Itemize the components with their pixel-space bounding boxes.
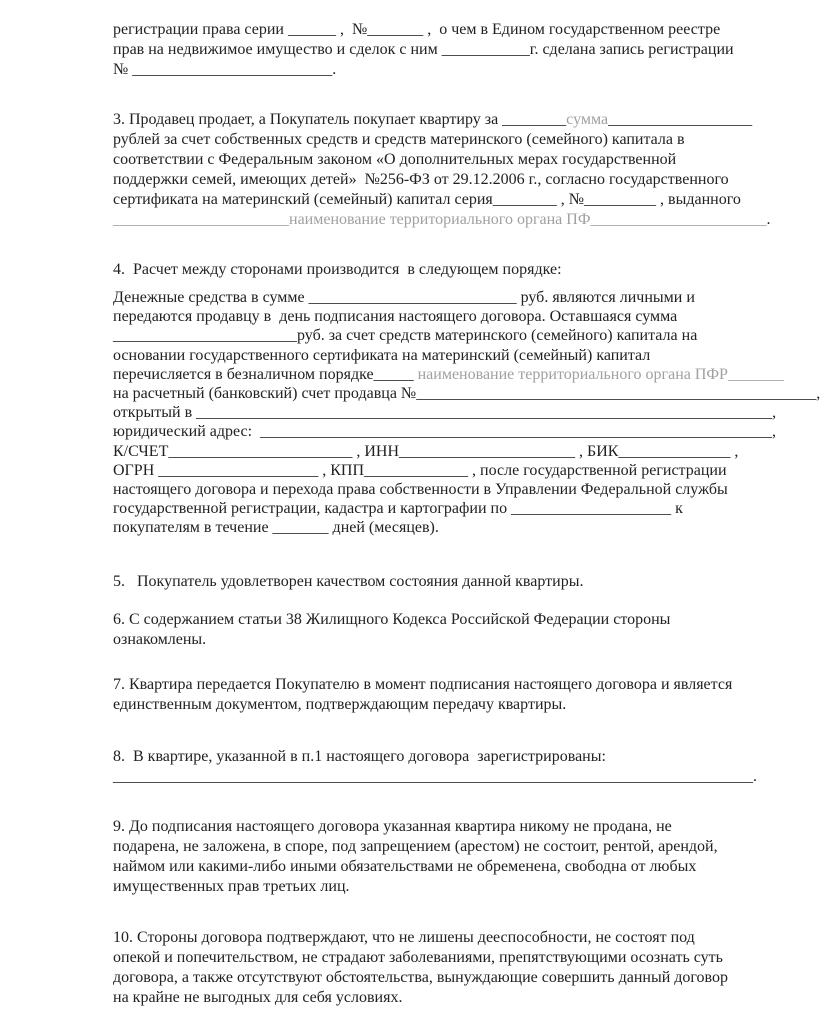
text-line: ознакомлены. xyxy=(113,631,207,649)
text-line: ОГРН ____________________ , КПП_____________ , после государственной регистрации xyxy=(113,461,727,479)
clause-text: перечисляется в безналичном порядке_____ xyxy=(113,365,418,383)
clause-4-heading xyxy=(113,260,773,280)
text-line: соответствии с Федеральным законом «О дополнительных мерах государственной xyxy=(113,151,677,168)
field-hint-sum: сумма xyxy=(566,111,609,128)
text-line xyxy=(113,210,773,230)
clause-3-purchase-price xyxy=(113,110,773,230)
clause-7-transfer xyxy=(113,675,773,715)
text-line: наймом или какими-либо иными обязательствами не обременена, свободна от любых xyxy=(113,858,697,876)
text-line xyxy=(113,365,784,384)
text-line: _______________________руб. за счет средств материнского (семейного) капитала на xyxy=(113,327,698,345)
text-line: 7. Квартира передается Покупателю в момент подписания настоящего договора и является xyxy=(113,676,733,694)
clause-1-registration-continuation xyxy=(113,20,773,80)
text-line: регистрации права серии ______ , №_______ , о чем в Едином государственном реестре xyxy=(113,21,721,38)
text-line: 10. Стороны договора подтверждают, что не лишены дееспособности, не состоят под xyxy=(113,929,695,947)
text-line: передаются продавцу в день подписания настоящего договора. Оставшаяся сумма xyxy=(113,308,678,326)
text-line: имущественных прав третьих лиц. xyxy=(113,878,350,896)
text-line: прав на недвижимое имущество и сделок с ним ___________г. сделана запись регистрации xyxy=(113,41,734,58)
text-line: настоящего договора и перехода права собственности в Управлении Федеральной службы xyxy=(113,480,728,498)
clause-8-registered-persons xyxy=(113,747,773,787)
field-hint-pf-authority: ______________________наименование территориального органа ПФ______________________ xyxy=(113,211,767,228)
text-line: договора, а также отсутствуют обстоятельства, вынуждающие совершить данный договор xyxy=(113,969,728,987)
text-line: опекой и попечительством, не страдают заболеваниями, препятствующими осознать суть xyxy=(113,949,723,967)
text-line: Денежные средства в сумме __________________________ руб. являются личными и xyxy=(113,289,695,306)
text-line: № _________________________. xyxy=(113,61,337,78)
text-line: поддержки семей, имеющих детей» №256-ФЗ от 29.12.2006 г., согласно государственного xyxy=(113,171,729,188)
blank-line: ________________________________________________________________________________. xyxy=(113,768,757,786)
text-line: 5. Покупатель удовлетворен качеством состояния данной квартиры. xyxy=(113,573,584,591)
document-content xyxy=(113,20,821,1008)
text-line: сертификата на материнский (семейный) капитал серия________ , №_________ , выданного xyxy=(113,191,741,208)
text-line xyxy=(113,110,773,130)
text-line: рублей за счет собственных средств и средств материнского (семейного) капитала в xyxy=(113,131,685,148)
text-line: К/СЧЕТ_______________________ , ИНН______________________ , БИК______________ , xyxy=(113,442,739,460)
clause-5-quality-satisfaction xyxy=(113,572,773,592)
text-line: покупателям в течение _______ дней (месяцев). xyxy=(113,519,439,537)
text-line: 8. В квартире, указанной в п.1 настоящего договора зарегистрированы: xyxy=(113,748,606,766)
text-line: основании государственного сертификата на материнский (семейный) капитал xyxy=(113,346,651,364)
clause-6-housing-code xyxy=(113,610,773,650)
text-line: открытый в ________________________________________________________________________, xyxy=(113,404,777,422)
text-line: государственной регистрации, кадастра и картографии по ____________________ к xyxy=(113,500,683,518)
text-line: юридический адрес: ________________________________________________________________, xyxy=(113,423,777,441)
clause-text: . xyxy=(766,211,771,228)
clause-4-payment-terms xyxy=(113,288,821,537)
text-line: подарена, не заложена, в споре, под запрещением (арестом) не состоит, рентой, арендой, xyxy=(113,838,718,856)
field-hint-pfr-authority: наименование территориального органа ПФР_______ xyxy=(417,365,784,383)
text-line: 4. Расчет между сторонами производится в следующем порядке: xyxy=(113,261,562,278)
text-line: на крайне не выгодных для себя условиях. xyxy=(113,989,403,1007)
text-line: 6. С содержанием статьи 38 Жилищного Кодекса Российской Федерации стороны xyxy=(113,611,671,629)
text-line: на расчетный (банковский) счет продавца №__________________________________________________, xyxy=(113,384,821,402)
blank-line: __________________ xyxy=(608,111,753,128)
clause-9-no-encumbrances xyxy=(113,817,773,897)
text-line: единственным документом, подтверждающим передачу квартиры. xyxy=(113,696,567,714)
text-line: 9. До подписания настоящего договора указанная квартира никому не продана, не xyxy=(113,818,672,836)
clause-10-legal-capacity xyxy=(113,928,773,1008)
clause-text: 3. Продавец продает, а Покупатель покупает квартиру за ________ xyxy=(113,111,567,128)
